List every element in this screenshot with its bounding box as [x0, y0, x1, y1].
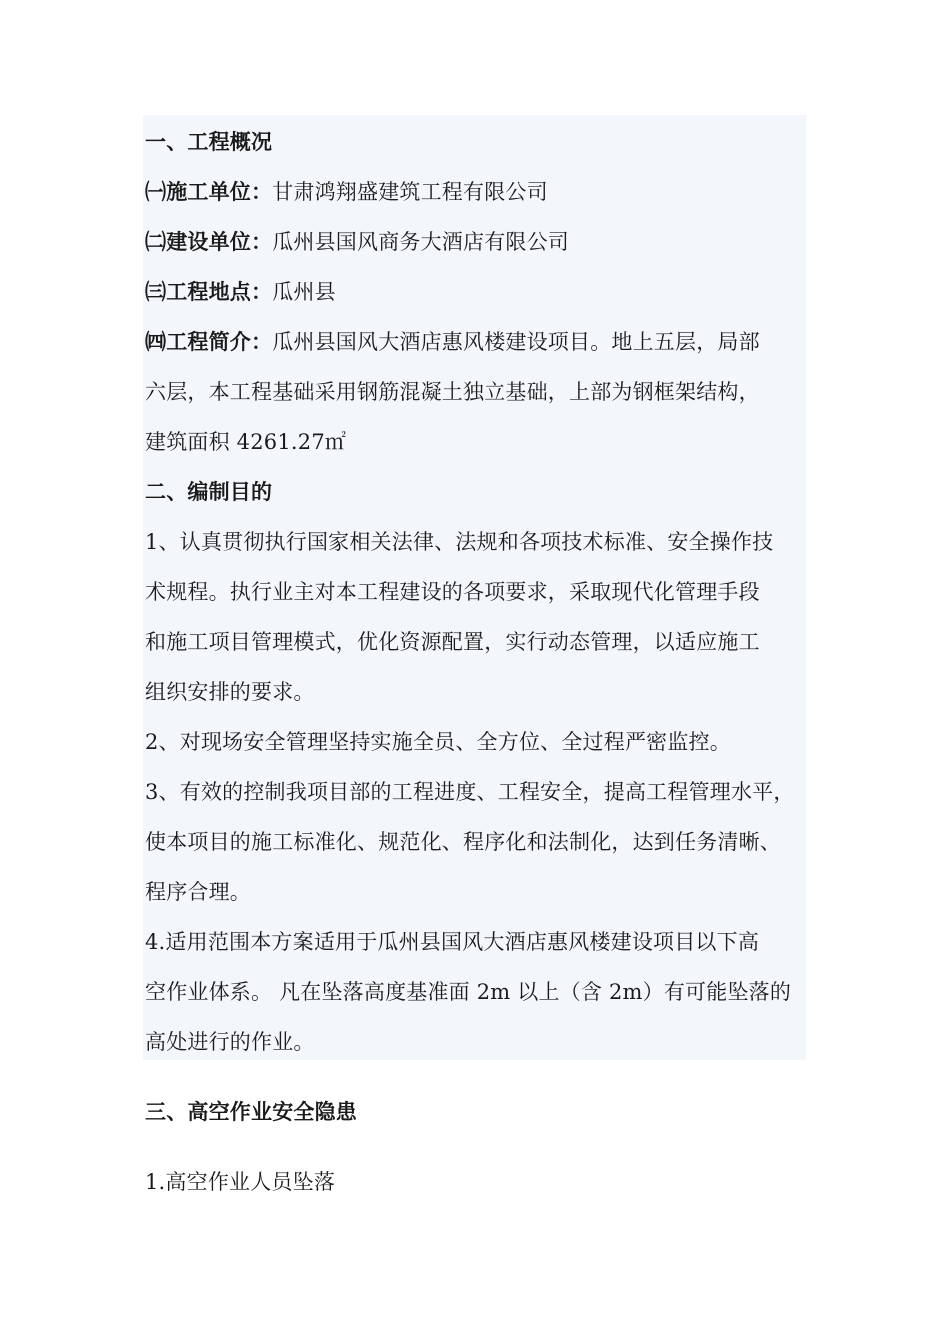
project-intro-label: ㈣工程简介： [145, 329, 273, 354]
section-3-heading: 三、高空作业安全隐患 [145, 1099, 357, 1124]
project-location-row [145, 277, 336, 307]
purpose-line: 空作业体系。 凡在坠落高度基准面 2m 以上（含 2m）有可能坠落的 [145, 980, 792, 1004]
project-intro-line: 建筑面积 4261.27㎡ [145, 430, 347, 454]
purpose-line: 4.适用范围本方案适用于瓜州县国风大酒店惠风楼建设项目以下高 [145, 930, 760, 954]
client-unit-value: 瓜州县国风商务大酒店有限公司 [272, 230, 570, 254]
hazard-item: 1.高空作业人员坠落 [145, 1170, 336, 1194]
construction-unit-value: 甘肃鸿翔盛建筑工程有限公司 [272, 180, 548, 204]
project-intro-value: 瓜州县国风大酒店惠风楼建设项目。地上五层，局部 [272, 330, 760, 354]
construction-unit-row [145, 177, 548, 207]
purpose-line: 和施工项目管理模式，优化资源配置，实行动态管理，以适应施工 [145, 630, 760, 654]
purpose-line: 程序合理。 [145, 880, 251, 904]
construction-unit-label: ㈠施工单位： [145, 179, 273, 204]
purpose-line: 组织安排的要求。 [145, 680, 315, 704]
section-1-heading: 一、工程概况 [145, 129, 273, 154]
client-unit-label: ㈡建设单位： [145, 229, 273, 254]
purpose-line: 术规程。执行业主对本工程建设的各项要求，采取现代化管理手段 [145, 580, 760, 604]
purpose-line: 3、有效的控制我项目部的工程进度、工程安全，提高工程管理水平， [145, 780, 795, 804]
purpose-line: 使本项目的施工标准化、规范化、程序化和法制化，达到任务清晰、 [145, 830, 781, 854]
purpose-line: 1、认真贯彻执行国家相关法律、法规和各项技术标准、安全操作技 [145, 530, 774, 554]
purpose-line: 高处进行的作业。 [145, 1030, 315, 1054]
purpose-line: 2、对现场安全管理坚持实施全员、全方位、全过程严密监控。 [145, 730, 731, 754]
project-location-label: ㈢工程地点： [145, 279, 273, 304]
project-intro-row [145, 327, 760, 357]
project-intro-line: 六层，本工程基础采用钢筋混凝土独立基础，上部为钢框架结构， [145, 380, 760, 404]
client-unit-row [145, 227, 569, 257]
project-location-value: 瓜州县 [272, 280, 336, 304]
section-2-heading: 二、编制目的 [145, 479, 273, 504]
